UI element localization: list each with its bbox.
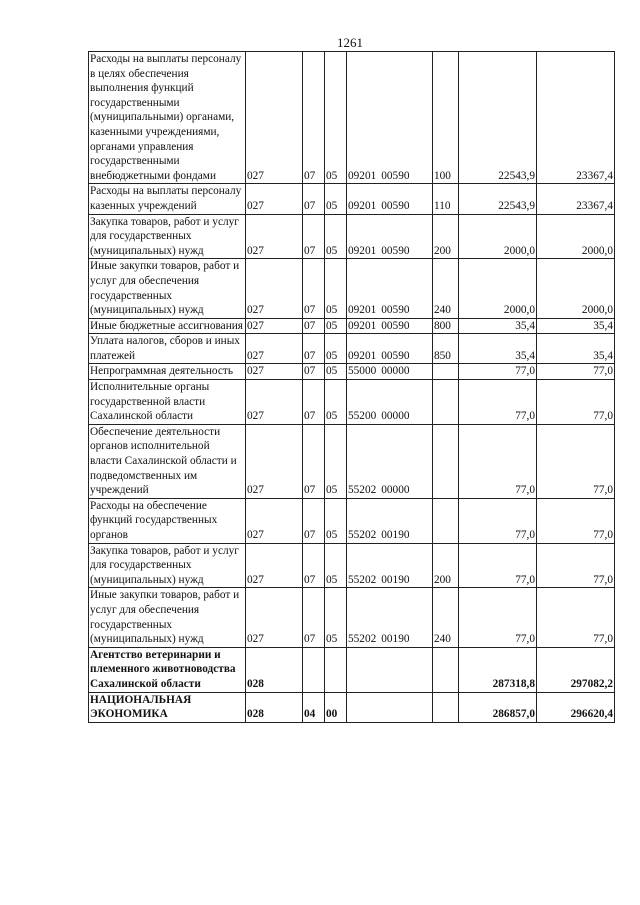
table-row — [89, 364, 615, 380]
sum-year-1-cell: 22543,9 — [459, 184, 537, 214]
subsection-code-cell: 05 — [325, 543, 347, 588]
table-row — [89, 334, 615, 364]
direction-code: 00000 — [381, 484, 410, 497]
expense-type-cell: 240 — [433, 259, 459, 318]
sum-year-1-cell: 35,4 — [459, 334, 537, 364]
table-row — [89, 184, 615, 214]
section-code-cell: 07 — [303, 184, 325, 214]
ministry-code-cell: 027 — [246, 543, 303, 588]
table-row — [89, 259, 615, 318]
budget-table — [88, 51, 615, 723]
program-code-cell — [347, 334, 433, 364]
subsection-code-cell: 05 — [325, 52, 347, 184]
expense-type-cell — [433, 424, 459, 498]
subsection-code-cell: 05 — [325, 259, 347, 318]
program-code: 09201 — [348, 349, 377, 362]
subsection-code-cell: 05 — [325, 184, 347, 214]
ministry-code-cell: 027 — [246, 364, 303, 380]
sum-year-2-cell: 297082,2 — [537, 647, 615, 692]
direction-code: 00590 — [381, 199, 410, 212]
expense-type-cell — [433, 647, 459, 692]
row-name-cell: Обеспечение деятельности органов исполнительной власти Сахалинской области и подведомственных им учреждений — [89, 424, 246, 498]
program-code: 09201 — [348, 244, 377, 257]
sum-year-2-cell: 296620,4 — [537, 692, 615, 722]
ministry-code-cell: 028 — [246, 692, 303, 722]
row-name-cell: Иные закупки товаров, работ и услуг для обеспечения государственных (муниципальных) нужд — [89, 588, 246, 647]
section-code-cell: 07 — [303, 52, 325, 184]
section-code-cell: 07 — [303, 318, 325, 334]
expense-type-cell: 100 — [433, 52, 459, 184]
direction-code: 00190 — [381, 573, 410, 586]
sum-year-2-cell: 35,4 — [537, 334, 615, 364]
section-code-cell: 07 — [303, 424, 325, 498]
row-name-cell: Иные бюджетные ассигнования — [89, 318, 246, 334]
program-code-cell — [347, 498, 433, 543]
program-code-cell — [347, 364, 433, 380]
expense-type-cell: 240 — [433, 588, 459, 647]
ministry-code-cell: 027 — [246, 334, 303, 364]
expense-type-cell: 200 — [433, 214, 459, 259]
sum-year-1-cell: 2000,0 — [459, 259, 537, 318]
ministry-code-cell: 027 — [246, 259, 303, 318]
section-code-cell: 07 — [303, 364, 325, 380]
sum-year-1-cell: 287318,8 — [459, 647, 537, 692]
expense-type-cell — [433, 364, 459, 380]
sum-year-2-cell: 35,4 — [537, 318, 615, 334]
ministry-code-cell: 027 — [246, 52, 303, 184]
expense-type-cell: 800 — [433, 318, 459, 334]
program-code: 09201 — [348, 169, 377, 182]
row-name-cell: Уплата налогов, сборов и иных платежей — [89, 334, 246, 364]
sum-year-1-cell: 35,4 — [459, 318, 537, 334]
subsection-code-cell: 05 — [325, 498, 347, 543]
program-code: 55202 — [348, 484, 377, 497]
row-name-cell: Расходы на выплаты персоналу в целях обеспечения выполнения функций государственными (муниципальными) органами, казенными учреждениями, органами управления государственными внебюджетными фондами — [89, 52, 246, 184]
row-name-cell: Расходы на обеспечение функций государственных органов — [89, 498, 246, 543]
sum-year-2-cell: 23367,4 — [537, 52, 615, 184]
sum-year-2-cell: 77,0 — [537, 364, 615, 380]
section-code-cell — [303, 647, 325, 692]
program-code: 09201 — [348, 304, 377, 317]
sum-year-1-cell: 22543,9 — [459, 52, 537, 184]
row-name-cell: Закупка товаров, работ и услуг для государственных (муниципальных) нужд — [89, 214, 246, 259]
ministry-code-cell: 027 — [246, 318, 303, 334]
subsection-code-cell: 05 — [325, 424, 347, 498]
direction-code: 00590 — [381, 304, 410, 317]
table-row — [89, 52, 615, 184]
program-code-cell — [347, 259, 433, 318]
ministry-code-cell: 027 — [246, 380, 303, 425]
sum-year-1-cell: 286857,0 — [459, 692, 537, 722]
subsection-code-cell: 05 — [325, 380, 347, 425]
sum-year-1-cell: 2000,0 — [459, 214, 537, 259]
direction-code: 00590 — [381, 319, 410, 332]
ministry-code-cell: 027 — [246, 588, 303, 647]
ministry-code-cell: 027 — [246, 424, 303, 498]
sum-year-2-cell: 77,0 — [537, 543, 615, 588]
table-row — [89, 543, 615, 588]
subsection-code-cell: 05 — [325, 364, 347, 380]
row-name-cell: Непрограммная деятельность — [89, 364, 246, 380]
subsection-code-cell: 05 — [325, 214, 347, 259]
section-code-cell: 07 — [303, 588, 325, 647]
program-code: 55202 — [348, 529, 377, 541]
program-code-cell — [347, 647, 433, 692]
expense-type-cell — [433, 498, 459, 543]
direction-code: 00590 — [381, 244, 410, 257]
direction-code: 00190 — [381, 529, 410, 541]
table-row — [89, 498, 615, 543]
direction-code — [348, 678, 353, 690]
sum-year-2-cell: 77,0 — [537, 588, 615, 647]
subsection-code-cell: 05 — [325, 588, 347, 647]
sum-year-1-cell: 77,0 — [459, 364, 537, 380]
program-code-cell — [347, 692, 433, 722]
direction-code: 00000 — [381, 410, 410, 423]
sum-year-2-cell: 77,0 — [537, 498, 615, 543]
program-code-cell — [347, 184, 433, 214]
program-code-cell — [347, 588, 433, 647]
subsection-code-cell — [325, 647, 347, 692]
section-code-cell: 07 — [303, 214, 325, 259]
table-row — [89, 588, 615, 647]
row-name-cell: НАЦИОНАЛЬНАЯ ЭКОНОМИКА — [89, 692, 246, 722]
section-code-cell: 07 — [303, 543, 325, 588]
program-code: 55202 — [348, 573, 377, 586]
program-code: 09201 — [348, 199, 377, 212]
sum-year-1-cell: 77,0 — [459, 498, 537, 543]
table-row — [89, 692, 615, 722]
section-code-cell: 07 — [303, 498, 325, 543]
sum-year-1-cell: 77,0 — [459, 424, 537, 498]
program-code: 09201 — [348, 319, 377, 332]
sum-year-2-cell: 23367,4 — [537, 184, 615, 214]
ministry-code-cell: 027 — [246, 498, 303, 543]
sum-year-2-cell: 2000,0 — [537, 214, 615, 259]
direction-code — [348, 708, 353, 720]
program-code-cell — [347, 52, 433, 184]
sum-year-2-cell: 77,0 — [537, 380, 615, 425]
table-row — [89, 318, 615, 334]
sum-year-1-cell: 77,0 — [459, 543, 537, 588]
program-code-cell — [347, 318, 433, 334]
expense-type-cell — [433, 692, 459, 722]
section-code-cell: 07 — [303, 334, 325, 364]
expense-type-cell: 110 — [433, 184, 459, 214]
subsection-code-cell: 05 — [325, 334, 347, 364]
section-code-cell: 04 — [303, 692, 325, 722]
program-code-cell — [347, 543, 433, 588]
expense-type-cell: 200 — [433, 543, 459, 588]
sum-year-1-cell: 77,0 — [459, 380, 537, 425]
ministry-code-cell: 028 — [246, 647, 303, 692]
direction-code: 00190 — [381, 633, 410, 646]
direction-code: 00000 — [381, 365, 410, 378]
direction-code: 00590 — [381, 349, 410, 362]
direction-code: 00590 — [381, 169, 410, 182]
table-row — [89, 214, 615, 259]
row-name-cell: Исполнительные органы государственной власти Сахалинской области — [89, 380, 246, 425]
sum-year-2-cell: 2000,0 — [537, 259, 615, 318]
sum-year-2-cell: 77,0 — [537, 424, 615, 498]
subsection-code-cell: 00 — [325, 692, 347, 722]
section-code-cell: 07 — [303, 380, 325, 425]
table-row — [89, 424, 615, 498]
sum-year-1-cell: 77,0 — [459, 588, 537, 647]
ministry-code-cell: 027 — [246, 214, 303, 259]
program-code-cell — [347, 380, 433, 425]
row-name-cell: Расходы на выплаты персоналу казенных учреждений — [89, 184, 246, 214]
row-name-cell: Закупка товаров, работ и услуг для государственных (муниципальных) нужд — [89, 543, 246, 588]
expense-type-cell — [433, 380, 459, 425]
program-code: 55200 — [348, 410, 377, 423]
subsection-code-cell: 05 — [325, 318, 347, 334]
program-code: 55000 — [348, 365, 377, 378]
program-code: 55202 — [348, 633, 377, 646]
section-code-cell: 07 — [303, 259, 325, 318]
table-row — [89, 647, 615, 692]
row-name-cell: Иные закупки товаров, работ и услуг для обеспечения государственных (муниципальных) нужд — [89, 259, 246, 318]
program-code-cell — [347, 424, 433, 498]
program-code-cell — [347, 214, 433, 259]
expense-type-cell: 850 — [433, 334, 459, 364]
page-number: 1261 — [337, 35, 363, 50]
row-name-cell: Агентство ветеринарии и племенного животноводства Сахалинской области — [89, 647, 246, 692]
table-row — [89, 380, 615, 425]
ministry-code-cell: 027 — [246, 184, 303, 214]
